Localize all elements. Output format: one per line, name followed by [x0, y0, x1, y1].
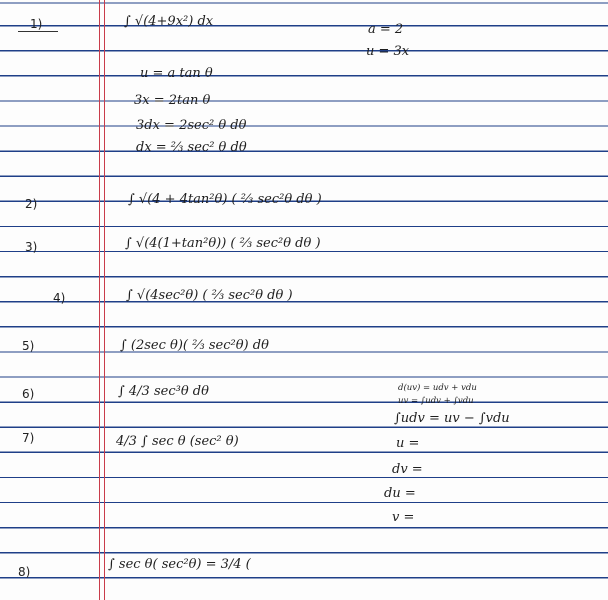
step-number: 7): [22, 431, 35, 445]
step-expression: ∫ 4/3 sec³θ dθ: [118, 384, 209, 399]
product-rule-note: d(uv) = udv + vdu: [398, 383, 477, 393]
step-expression: ∫ √(4+9x²) dx: [124, 14, 214, 29]
param-a: a = 2: [368, 22, 404, 37]
parts-formula: ∫udv = uv − ∫vdu: [394, 411, 510, 426]
step-expression: ∫ (2sec θ)( ⅔ sec²θ) dθ: [120, 338, 269, 353]
step-number: 1): [30, 17, 43, 31]
parts-du: du =: [384, 486, 416, 501]
step-expression: 4/3 ∫ sec θ (sec² θ): [116, 434, 239, 449]
step-number: 8): [18, 565, 31, 579]
step-expression: ∫ sec θ( sec²θ) = 3/4 (: [108, 557, 251, 572]
margin-line: [99, 0, 100, 600]
step-number: 2): [25, 197, 38, 211]
substitution-line: 3dx = 2sec² θ dθ: [136, 118, 247, 133]
substitution-line: u = a tan θ: [140, 66, 213, 81]
step-number: 5): [22, 339, 35, 353]
step-number: 6): [22, 387, 35, 401]
step-expression: ∫ √(4(1+tan²θ)) ( ⅔ sec²θ dθ ): [125, 236, 321, 251]
substitution-line: 3x = 2tan θ: [134, 93, 211, 108]
margin-line: [104, 0, 105, 600]
param-u: u = 3x: [366, 44, 410, 59]
substitution-line: dx = ⅔ sec² θ dθ: [136, 140, 247, 155]
step-expression: ∫ √(4sec²θ) ( ⅔ sec²θ dθ ): [126, 288, 293, 303]
parts-dv: dv =: [392, 462, 423, 477]
step-number: 3): [25, 240, 38, 254]
product-rule-integrated: uv = ∫udv + ∫vdu: [398, 396, 474, 406]
step-number-underline: [18, 31, 58, 32]
parts-v: v =: [392, 510, 415, 525]
parts-u: u =: [396, 436, 420, 451]
step-number: 4): [53, 291, 66, 305]
step-expression: ∫ √(4 + 4tan²θ) ( ⅔ sec²θ dθ ): [128, 192, 322, 207]
